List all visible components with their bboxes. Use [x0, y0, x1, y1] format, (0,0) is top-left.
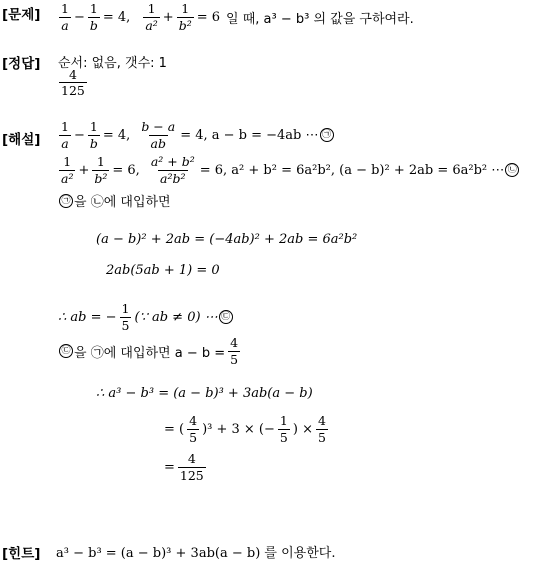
solution-label: [해설] [2, 132, 41, 148]
final-line-3: = $\frac{4}{125}$ [164, 451, 204, 483]
circled-mark-1: ㉠ [320, 128, 334, 142]
circled-mark-2: ㉡ [505, 163, 519, 177]
equation-b: 2ab(5ab + 1) = 0 [106, 263, 220, 278]
hint-text: a³ − b³ = (a − b)³ + 3ab(a − b) 를 이용한다. [56, 546, 336, 561]
answer-label: [정답] [2, 56, 41, 72]
solution-step-2: $\frac{1}{\text{a²}}$ + $\frac{1}{\text{b²}}$ = 6, $\frac{\text{a² + b²}}{\text{a²b²}}$ = 6, a² + b² = 6a²b², (a − b)² + 2ab = 6a²b² ⋯ ㉡ [56, 153, 520, 187]
fraction: $\frac{1}{\text{b²}}$ [178, 1, 192, 33]
final-line-2: = ( $\frac{4}{5}$ )³ + 3 × (− $\frac{1}{5}$ ) × $\frac{4}{5}$ [164, 413, 326, 445]
circled-mark-3: ㉢ [219, 310, 233, 324]
hint-label: [힌트] [2, 546, 41, 562]
fraction: $\frac{1}{\text{a²}}$ [145, 1, 158, 33]
answer-meta: 순서: 없음, 갯수: 1 [58, 56, 167, 71]
substitution-line-2: ㉢ 을 ㉠에 대입하면 a − b = $\frac{4}{5}$ [58, 334, 243, 368]
fraction: $\frac{1}{a}$ [61, 1, 69, 33]
substitution-line-1: ㉠ 을 ㉡에 대입하면 [58, 191, 171, 210]
answer-value: $\frac{4}{125}$ [61, 67, 85, 99]
problem-label: [문제] [2, 7, 41, 23]
final-line-1: ∴ a³ − b³ = (a − b)³ + 3ab(a − b) [96, 386, 313, 401]
problem-statement: $\frac{1}{a}$ − $\frac{1}{b}$ = 4, $\frac{1}{\text{a²}}$ + $\frac{1}{\text{b²}}$ = 6 일 때, a³ − b³ 의 값을 구하여라. [61, 1, 414, 33]
therefore-line: ∴ ab = − $\frac{1}{5}$ (∵ ab ≠ 0) ⋯ ㉢ [58, 300, 234, 334]
equation-a: (a − b)² + 2ab = (−4ab)² + 2ab = 6a²b² [96, 232, 358, 247]
problem-suffix: 일 때, a³ − b³ 의 값을 구하여라. [226, 11, 414, 27]
solution-step-1: $\frac{1}{a}$ − $\frac{1}{b}$ = 4, $\frac{b - a}{ab}$ = 4, a − b = −4ab ⋯ ㉠ [56, 118, 335, 152]
fraction: $\frac{1}{b}$ [89, 1, 98, 33]
